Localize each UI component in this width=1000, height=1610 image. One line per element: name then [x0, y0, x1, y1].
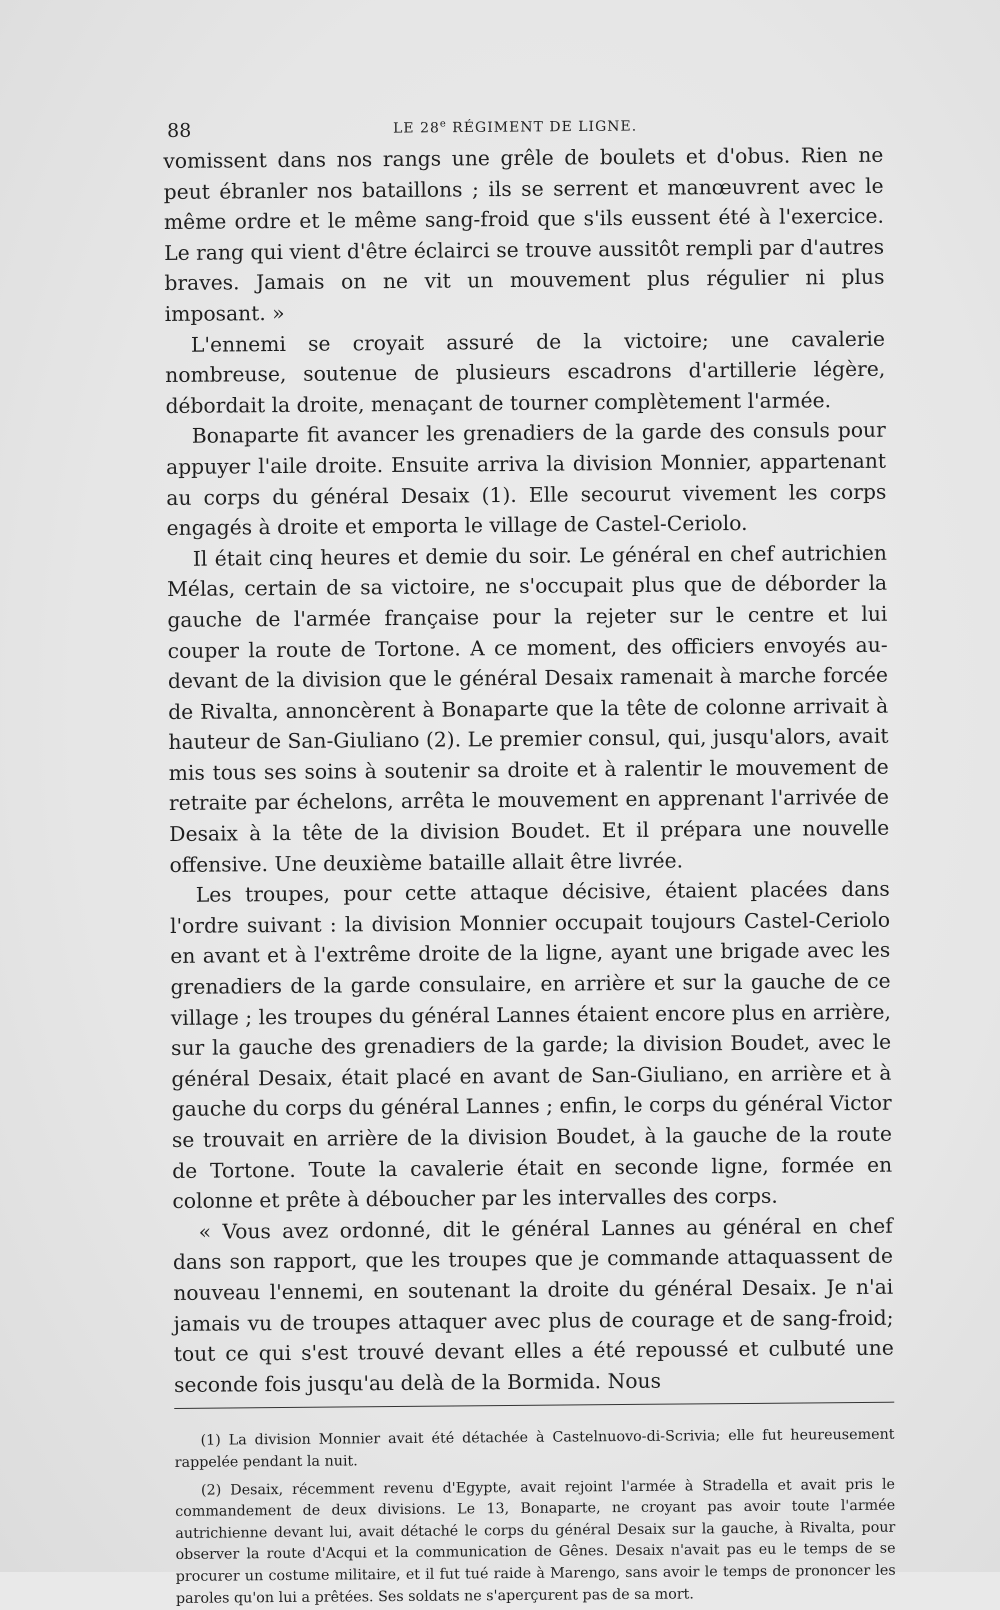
page-number: 88	[167, 119, 192, 142]
body-paragraph: vomissent dans nos rangs une grêle de boulets et d'obus. Rien ne peut ébranler nos bataillons ; ils se serrent et manœuvrent avec le même ordre et le même sang-froid que s'ils eussent été à l'exercice. Le rang qui vient d'être éclairci se trouve aussitôt rempli par d'autres braves. Jamais on ne vit un mouvement plus régulier ni plus imposant. »	[163, 142, 885, 326]
body-paragraph: Il était cinq heures et demie du soir. Le général en chef autrichien Mélas, certain de sa victoire, ne s'occupait plus que de déborder la gauche de l'armée française pour la rejeter sur le centre et lui couper la route de Tortone. A ce moment, des officiers envoyés au-devant de la division que le général Desaix ramenait à marche forcée de Rivalta, annoncèrent à Bonaparte que la tête de colonne arrivait à hauteur de San-Giuliano (2). Le premier consul, qui, jusqu'alors, avait mis tous ses soins à soutenir sa droite et à ralentir le mouvement de retraite par échelons, arrêta le mouvement en apprenant l'arrivée de Desaix à la tête de la division Boudet. Et il prépara une nouvelle offensive. Une deuxième bataille allait être livrée.	[167, 540, 890, 877]
body-paragraph: « Vous avez ordonné, dit le général Lannes au général en chef dans son rapport, que les troupes que je commande attaquassent de nouveau l'ennemi, en soutenant la droite du général Desaix. Je n'ai jamais vu de troupes attaquer avec plus de courage et de sang-froid; tout ce qui s'est trouvé devant elles a été repoussé et culbuté une seconde fois jusqu'au delà de la Bormida. Nous	[172, 1213, 894, 1397]
running-title	[393, 117, 637, 137]
body-text	[163, 140, 894, 1401]
body-paragraph: Les troupes, pour cette attaque décisive, étaient placées dans l'ordre suivant : la division Monnier occupait toujours Castel-Ceriolo en avant et à l'extrême droite de la ligne, ayant une brigade avec les grenadiers de la garde consulaire, en arrière et sur la gauche de ce village ; les troupes du général Lannes étaient encore plus en arrière, sur la gauche des grenadiers de la garde; la division Boudet, avec le général Desaix, était placé en avant de San-Giuliano, en arrière et à gauche du corps du général Lannes ; enfin, le corps du général Victor se trouvait en arrière de la division Boudet, à la gauche de la route de Tortone. Toute la cavalerie était en seconde ligne, formée en colonne et prête à déboucher par les intervalles des corps.	[169, 876, 893, 1214]
footnotes	[174, 1425, 896, 1610]
body-paragraph: Bonaparte fit avancer les grenadiers de la garde des consuls pour appuyer l'aile droite. Ensuite arriva la division Monnier, appartenant au corps du général Desaix (1). Elle secourut vivement les corps engagés à droite et emporta le village de Castel-Ceriolo.	[165, 418, 887, 541]
footnote-divider	[174, 1402, 894, 1409]
running-title-suffix: RÉGIMENT DE LIGNE.	[446, 118, 638, 137]
running-title-superscript: e	[439, 118, 447, 130]
footnote: (2) Desaix, récemment revenu d'Egypte, avait rejoint l'armée à Stradella et avait pris le commandement de deux divisions. Le 13, Bonaparte, ne croyant pas avoir toute l'armée autrichienne devant lui, avait détaché le corps du général Desaix sur la gauche, à Rivalta, pour observer la route d'Acqui et la communication de Gênes. Desaix n'avait pas eu le temps de se procurer un costume militaire, et il fut tué raide à Marengo, sans avoir le temps de prononcer les paroles qu'on lui a prêtées. Ses soldats ne s'aperçurent pas de sa mort.	[175, 1476, 896, 1607]
running-title-prefix: LE 28	[393, 120, 440, 137]
footnote: (1) La division Monnier avait été détachée à Castelnuovo-di-Scrivia; elle fut heureusement rappelée pendant la nuit.	[174, 1427, 895, 1471]
body-paragraph: L'ennemi se croyait assuré de la victoire; une cavalerie nombreuse, soutenue de plusieurs escadrons d'artillerie légère, débordait la droite, menaçant de tourner complètement l'armée.	[165, 326, 886, 418]
page-content	[163, 112, 896, 1610]
